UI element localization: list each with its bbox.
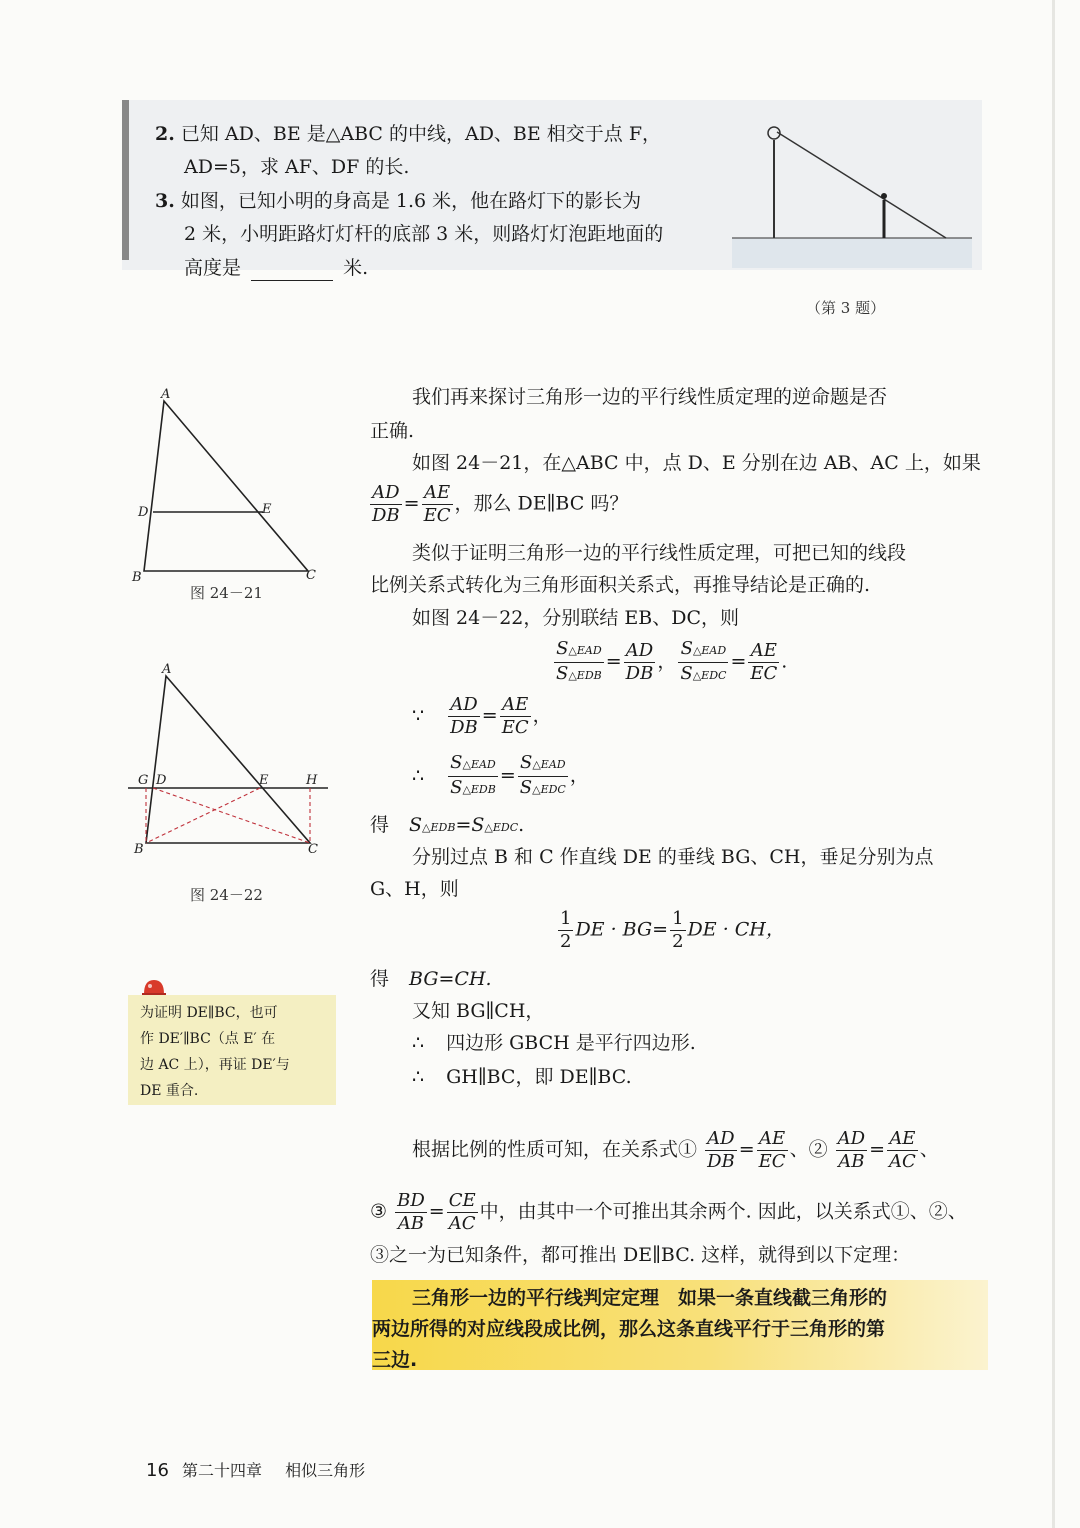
tip-line: DE 重合.: [140, 1083, 199, 1099]
label-a: A: [162, 662, 172, 677]
statement-line: [412, 1064, 632, 1090]
fraction: $\frac{\text{S△EAD}}{\text{S△EDB}}$: [450, 752, 496, 798]
figure-24-21-caption: 图 24－21: [190, 584, 263, 602]
label-e: E: [262, 502, 272, 517]
equation-because: ∵ $\frac{AD}{DB}$ = $\frac{AE}{EC}$ ，: [412, 694, 552, 738]
exercise-number: 3.: [155, 190, 175, 212]
paragraph-text: 根据比例的性质可知，在关系式①: [412, 1138, 698, 1161]
exercise-text: 已知 AD、BE 是△ABC 的中线，AD、BE 相交于点 F，: [180, 123, 662, 145]
result-word: 得: [370, 968, 390, 990]
figure-24-21: [128, 385, 328, 585]
exercise-text: 高度是: [184, 257, 242, 279]
paragraph-line: 我们再来探讨三角形一边的平行线性质定理的逆命题是否: [412, 386, 888, 408]
street-lamp-figure: [732, 118, 972, 268]
label-c: C: [308, 842, 318, 857]
paragraph-text: 、: [919, 1138, 939, 1161]
exercise-number: 2.: [155, 123, 175, 145]
fraction: $\frac{\text{S△EAD}}{\text{S△EDC}}$: [680, 638, 727, 684]
equation-text: DE · BG=: [575, 918, 669, 941]
fraction: $\frac{1}{2}$: [672, 908, 684, 952]
segment-eb: [146, 788, 260, 843]
result-word: 得: [370, 814, 390, 836]
label-d: D: [156, 773, 167, 788]
label-a: A: [161, 387, 171, 402]
paragraph-line: 如图 24－22，分别联结 EB、DC，则: [412, 607, 740, 629]
figure-24-22: [128, 660, 338, 860]
equals-sign: =: [605, 650, 622, 673]
label-g: G: [138, 773, 149, 788]
exercise-3-caption: （第 3 题）: [806, 299, 886, 317]
equals-sign: =: [481, 704, 498, 727]
statement-line: [412, 1030, 696, 1056]
label-e: E: [259, 773, 269, 788]
figure-24-22-caption: 图 24－22: [190, 886, 263, 904]
relations-line2: ③ $\frac{BD}{AB}$ = $\frac{CE}{AC}$ 中，由其中一个可推出其余两个. 因此，以关系式①、②、: [370, 1190, 967, 1234]
theorem-line: 三角形一边的平行线判定定理 如果一条直线截三角形的: [412, 1287, 888, 1309]
fraction: $\frac{\text{S△EAD}}{\text{S△EDC}}$: [519, 752, 566, 798]
theorem-line: 两边所得的对应线段成比例，那么这条直线平行于三角形的第: [372, 1318, 886, 1340]
paragraph-text: ，那么 DE∥BC 吗？: [454, 492, 629, 515]
therefore-symbol: ∴: [412, 1066, 425, 1088]
paragraph-text: 、②: [789, 1138, 828, 1161]
page-number: 16: [146, 1460, 169, 1481]
fraction: $\frac{AD}{AB}$: [837, 1128, 866, 1172]
triangle-abc: [146, 676, 310, 843]
page-footer: [146, 1458, 365, 1481]
relations-line1: 根据比例的性质可知，在关系式① $\frac{AD}{DB}$ = $\frac{AE}{EC}$ 、② $\frac{AD}{AB}$ = $\frac{AE}{AC}$ 、: [412, 1128, 939, 1172]
equation-area-equal: 得 S△EDB=S△EDC.: [370, 814, 525, 836]
fraction: $\frac{AE}{EC}$: [758, 1128, 786, 1172]
person-head: [881, 193, 887, 199]
tip-line: 为证明 DE∥BC，也可: [140, 1005, 278, 1021]
label-h: H: [306, 773, 318, 788]
label-b: B: [132, 570, 142, 585]
therefore-symbol: ∴: [412, 1032, 425, 1054]
statement-text: 四边形 GBCH 是平行四边形.: [446, 1032, 696, 1054]
paragraph-line: ③之一为已知条件，都可推出 DE∥BC. 这样，就得到以下定理：: [370, 1244, 911, 1266]
fraction: $\frac{AE}{EC}$: [501, 694, 529, 738]
triangle-abc: [144, 401, 308, 571]
equation-therefore: ∴ $\frac{\text{S△EAD}}{\text{S△EDB}}$ = $\frac{\text{S△EAD}}{\text{S△EDC}}$ ，: [412, 752, 589, 801]
fraction: $\frac{1}{2}$: [560, 908, 572, 952]
chapter-title: 相似三角形: [285, 1461, 366, 1480]
paragraph-line-with-fraction: [368, 482, 628, 527]
equation-text: BG=CH.: [409, 968, 492, 990]
paragraph-line: 如图 24－21，在△ABC 中，点 D、E 分别在边 AB、AC 上，如果: [412, 452, 981, 474]
fraction: $\frac{AD}{DB}$: [372, 482, 400, 526]
chapter-label: 第二十四章: [182, 1461, 263, 1480]
fraction: $\frac{\text{S△EAD}}{\text{S△EDB}}$: [556, 638, 602, 684]
fraction: $\frac{CE}{AC}$: [448, 1190, 476, 1234]
paragraph-text: 中，由其中一个可推出其余两个. 因此，以关系式①、②、: [479, 1200, 967, 1223]
exercise-2-line2: AD=5，求 AF、DF 的长.: [184, 156, 410, 178]
fraction: $\frac{AD}{DB}$: [450, 694, 478, 738]
fraction: $\frac{AE}{EC}$: [750, 640, 778, 684]
paragraph-line: 又知 BG∥CH，: [412, 1000, 545, 1022]
equals-sign: =: [730, 650, 747, 673]
exercise-3-line1: [155, 188, 641, 214]
exercise-text: 如图，已知小明的身高是 1.6 米，他在路灯下的影长为: [180, 190, 642, 212]
exercise-2-line1: [155, 121, 661, 147]
theorem-line: 三边.: [372, 1349, 418, 1371]
page-edge: [1052, 0, 1055, 1528]
fraction: $\frac{AD}{DB}$: [707, 1128, 735, 1172]
exercise-bar: [122, 100, 129, 260]
paragraph-line: 分别过点 B 和 C 作直线 DE 的垂线 BG、CH，垂足分别为点: [412, 846, 934, 868]
fraction: $\frac{AE}{EC}$: [423, 482, 451, 526]
paragraph-line: 正确.: [370, 420, 415, 442]
fraction: $\frac{BD}{AB}$: [397, 1190, 425, 1234]
exercise-3-line3: [184, 255, 368, 281]
equals-sign: =: [499, 764, 516, 787]
tip-line: 作 DE′∥BC（点 E′ 在: [140, 1031, 276, 1047]
answer-blank[interactable]: [251, 260, 333, 281]
exercise-text: 米.: [343, 257, 369, 279]
equation-text: DE · CH，: [687, 918, 785, 941]
therefore-symbol: ∴: [412, 764, 425, 787]
because-symbol: ∵: [412, 704, 425, 727]
label-c: C: [306, 568, 316, 583]
paragraph-line: 比例关系式转化为三角形面积关系式，再推导结论是正确的.: [370, 574, 871, 596]
equation-bg-ch: [370, 966, 492, 992]
fraction: $\frac{AD}{DB}$: [625, 640, 654, 684]
label-b: B: [134, 842, 144, 857]
light-ray: [777, 132, 946, 238]
equation-halves: [556, 908, 785, 953]
tip-line: 边 AC 上），再证 DE′与: [140, 1057, 290, 1073]
fraction: $\frac{AE}{AC}$: [889, 1128, 916, 1172]
statement-text: GH∥BC，即 DE∥BC.: [446, 1066, 632, 1088]
equals-sign: =: [403, 492, 420, 515]
ground-shading: [732, 238, 972, 268]
equation-area-ratios: $\frac{\text{S△EAD}}{\text{S△EDB}}$ = $\frac{AD}{DB}$ ， $\frac{\text{S△EAD}}{\text{S△EDC}}$ = $\frac{AE}{EC}$ .: [552, 638, 787, 687]
paragraph-line: 类似于证明三角形一边的平行线性质定理，可把已知的线段: [412, 542, 907, 564]
label-d: D: [138, 505, 149, 520]
paragraph-line: G、H，则: [370, 878, 459, 900]
exercise-3-line2: 2 米，小明距路灯灯杆的底部 3 米，则路灯灯泡距地面的: [184, 223, 664, 245]
paragraph-text: ③: [370, 1200, 388, 1223]
